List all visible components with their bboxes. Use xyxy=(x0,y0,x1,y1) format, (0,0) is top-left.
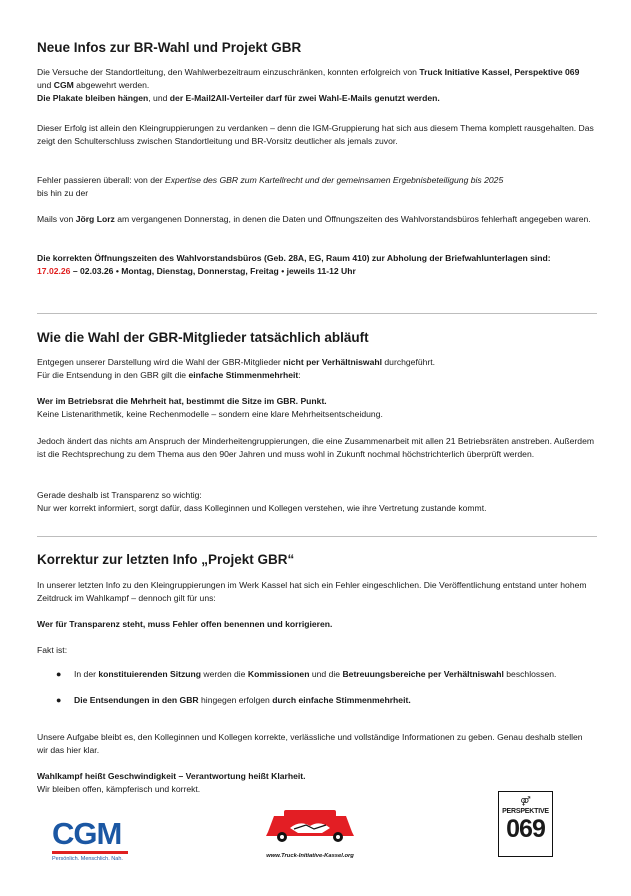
cgm-logo: CGM Persönlich. Menschlich. Nah. xyxy=(52,818,134,868)
section3-closing: Wahlkampf heißt Geschwindigkeit – Verantwortung heißt Klarheit. Wir bleiben offen, kämpferisch und korrekt. xyxy=(37,771,306,795)
section1-paragraph-1: Die Versuche der Standortleitung, den Wahlwerbezeitraum einzuschränken, konnten erfolgreich von Truck Initiative Kassel, Perspektive 069 und CGM abgewehrt werden. Die Plakate bleiben hängen, und der E-Mail2All-Verteiler darf für zwei Wahl-E-Mails genutzt werden. xyxy=(37,67,580,104)
section1-paragraph-4: Mails von Jörg Lorz am vergangenen Donnerstag, in denen die Daten und Öffnungszeiten des Wahlvorstandsbüros fehlerhaft angegeben waren. xyxy=(37,214,591,224)
section3-paragraph-2: Wer für Transparenz steht, muss Fehler offen benennen und korrigieren. xyxy=(37,619,333,629)
section3-title: Korrektur zur letzten Info „Projekt GBR“ xyxy=(37,552,295,567)
truck-initiative-logo: www.Truck-Initiative-Kassel.org xyxy=(254,806,366,856)
divider xyxy=(37,313,597,314)
bullet-icon: ● xyxy=(56,695,62,706)
section2-paragraph-1: Entgegen unserer Darstellung wird die Wahl der GBR-Mitglieder nicht per Verhältniswahl durchgeführt. Für die Entsendung in den GBR gilt die einfache Stimmenmehrheit: xyxy=(37,357,436,381)
section1-title: Neue Infos zur BR-Wahl und Projekt GBR xyxy=(37,40,302,55)
section3-paragraph-3: Fakt ist: xyxy=(37,645,68,655)
section1-paragraph-3: Fehler passieren überall: von der Expertise des GBR zum Kartellrecht und der gemeinsamen Ergebnisbeteiligung bis 2025 bis hin zu der xyxy=(37,175,504,199)
truck-handshake-icon xyxy=(254,806,366,846)
divider xyxy=(37,536,597,537)
gender-icon: ⚤ xyxy=(520,796,531,806)
section2-paragraph-2: Wer im Betriebsrat die Mehrheit hat, bestimmt die Sitze im GBR. Punkt. Keine Listenarithmetik, keine Rechenmodelle – sondern eine klare Mehrheitsentscheidung. xyxy=(37,396,383,420)
bullet-list xyxy=(37,668,595,707)
section2-title: Wie die Wahl der GBR-Mitglieder tatsächlich abläuft xyxy=(37,330,369,345)
section2-paragraph-3: Jedoch ändert das nichts am Anspruch der Minderheitengruppierungen, die eine Zusammenarbeit mit allen 21 Betriebsräten anstreben. Außerdem ist die Rechtsprechung zu dem Thema aus den 90er Jahren und muss wohl in Zukunft nochmal höchstrichterlich überprüft werden. xyxy=(37,436,595,460)
section1-paragraph-2: Dieser Erfolg ist allein den Kleingruppierungen zu verdanken – denn die IGM-Gruppierung hat sich aus diesem Thema komplett rausgehalten. Das zeigt den Schulterschluss zwischen Standortleitung und BR-Vorsitz deutlicher als jemals zuvor. xyxy=(37,123,594,147)
perspektive-069-logo: ⚤ PERSPEKTIVE 069 xyxy=(498,791,553,857)
bullet-icon: ● xyxy=(56,669,62,679)
date-start: 17.02.26 xyxy=(37,266,71,277)
section3-paragraph-1: In unserer letzten Info zu den Kleingruppierungen im Werk Kassel hat sich ein Fehler eingeschlichen. Die Veröffentlichung entstand unter hohem Zeitdruck im Wahlkampf – dennoch gilt für uns: xyxy=(37,580,587,604)
section3-paragraph-4: Unsere Aufgabe bleibt es, den Kolleginnen und Kollegen korrekte, verlässliche und vollständige Informationen zu geben. Genau deshalb stellen wir das hier klar. xyxy=(37,732,583,756)
section1-opening-hours: Die korrekten Öffnungszeiten des Wahlvorstandsbüros (Geb. 28A, EG, Raum 410) zur Abholung der Briefwahlunterlagen sind: 17.02.26 – 02.03.26 • Montag, Dienstag, Donnerstag, Freitag • jeweils 11-12 Uhr xyxy=(37,253,551,277)
cgm-logo-bar xyxy=(52,851,128,854)
list-item: ● In der konstituierenden Sitzung werden die Kommissionen und die Betreuungsbereiche per Verhältniswahl beschlossen. xyxy=(37,668,595,681)
section2-paragraph-4: Gerade deshalb ist Transparenz so wichtig: Nur wer korrekt informiert, sorgt dafür, dass Kolleginnen und Kollegen verstehen, wie ihre Vertretung zustande kommt. xyxy=(37,490,487,514)
list-item: ● Die Entsendungen in den GBR hingegen erfolgen durch einfache Stimmenmehrheit. xyxy=(37,694,595,707)
